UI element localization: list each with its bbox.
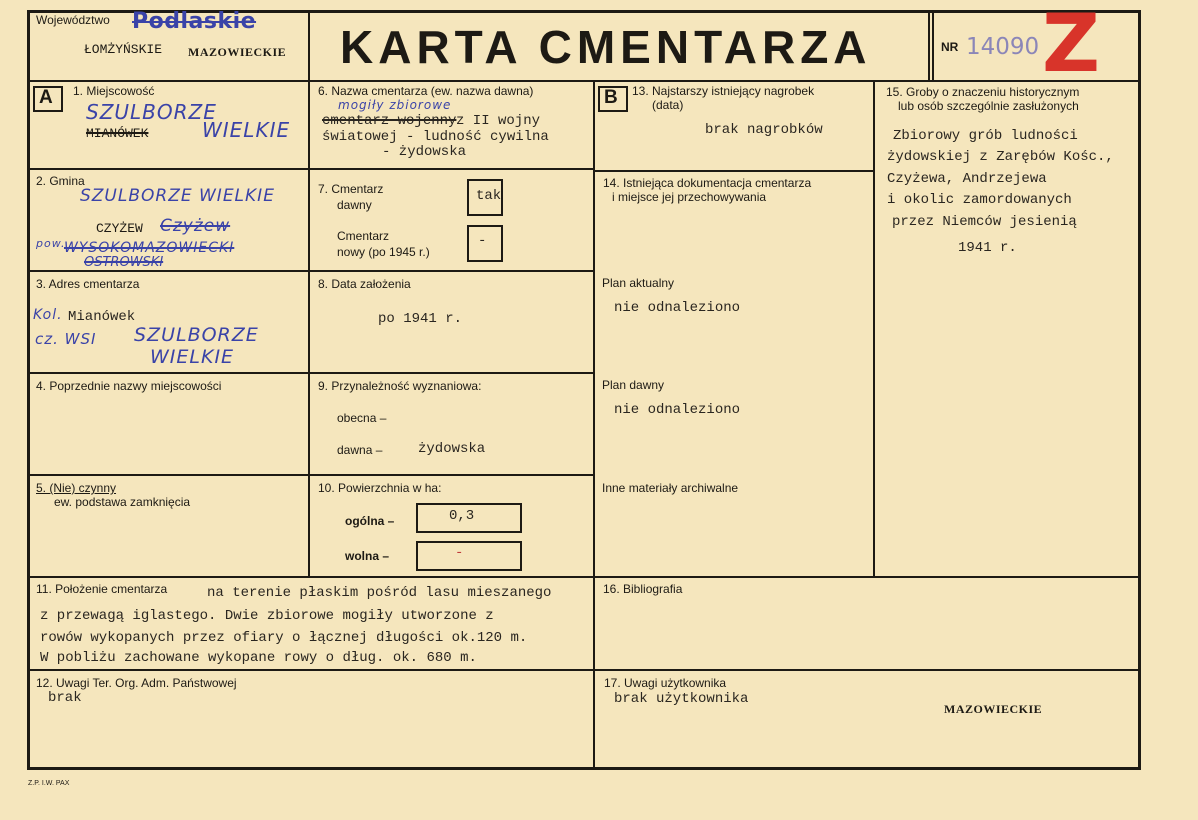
z-mark: Z	[1042, 0, 1101, 90]
field-10-ogolna-value: 0,3	[449, 508, 475, 524]
field-2-handwritten-2: WYSOKOMAZOWIECKI	[64, 240, 235, 256]
field-3-typed: Mianówek	[68, 309, 136, 325]
field-7-nowy-value: -	[478, 233, 487, 249]
voivodeship-stamp: MAZOWIECKIE	[188, 45, 287, 59]
field-6-line-1a: cmentarz wojenny	[322, 113, 457, 129]
header-divider	[27, 80, 1141, 82]
field-14-label-2: i miejsce jej przechowywania	[612, 190, 767, 204]
field-13-value: brak nagrobków	[705, 122, 823, 138]
field-11-line-4: W pobliżu zachowane wykopane rowy o dług. ok. 680 m.	[40, 650, 477, 666]
printer-imprint: Z.P. I.W. PAX	[28, 780, 70, 787]
section-a-letter: A	[39, 87, 53, 108]
field-6-line-3: - żydowska	[382, 144, 467, 160]
field-9-label: 9. Przynależność wyznaniowa:	[318, 379, 482, 393]
field-3-handwritten-1: SZULBORZE	[134, 324, 259, 346]
field-15-line-4: i okolic zamordowanych	[887, 192, 1072, 208]
field-10-wolna-box	[416, 541, 522, 571]
row-line-b1	[593, 170, 875, 172]
voivodeship-old-value: Podlaskie	[132, 9, 257, 34]
field-12-value: brak	[48, 690, 82, 706]
field-9-obecna-label: obecna –	[337, 411, 387, 425]
field-11-line-3: rowów wykopanych przez ofiary o łącznej długości ok.120 m.	[40, 630, 528, 646]
field-6-line-1b: z II wojny	[456, 113, 541, 129]
frame-right	[1138, 10, 1141, 770]
field-2-old-handwritten: Czyżew	[160, 216, 231, 236]
field-12-label: 12. Uwagi Ter. Org. Adm. Państwowej	[36, 676, 237, 690]
field-5-sublabel: ew. podstawa zamknięcia	[54, 495, 191, 509]
field-2-pow-prefix: pow.	[36, 237, 66, 250]
field-8-label: 8. Data założenia	[318, 277, 411, 291]
field-15-line-1: Zbiorowy grób ludności	[893, 128, 1078, 144]
plan-dawny-label: Plan dawny	[602, 378, 665, 392]
field-9-dawna-label: dawna –	[337, 443, 383, 457]
plan-dawny-value: nie odnaleziono	[614, 402, 741, 418]
field-11-line-2: z przewagą iglastego. Dwie zbiorowe mogiły utworzone z	[40, 608, 494, 624]
col-divider-1	[308, 80, 310, 578]
field-17-label: 17. Uwagi użytkownika	[604, 676, 727, 690]
field-7-nowy-label-1: Cmentarz	[337, 229, 390, 243]
field-13-label-1: 13. Najstarszy istniejący nagrobek	[632, 84, 815, 98]
field-6-handwritten: mogiły zbiorowe	[338, 98, 452, 112]
field-11-label: 11. Położenie cmentarza	[36, 582, 168, 596]
section-b-letter: B	[604, 87, 618, 108]
voivodeship-label: Województwo	[36, 13, 110, 27]
field-1-label: 1. Miejscowość	[73, 84, 155, 98]
col-divider-2	[593, 80, 595, 770]
field-10-ogolna-label: ogólna –	[345, 514, 395, 528]
card-title: KARTA CMENTARZA	[340, 21, 872, 73]
row-line-a3	[27, 372, 595, 374]
field-3-label: 3. Adres cmentarza	[36, 277, 140, 291]
field-15-line-6: 1941 r.	[958, 240, 1017, 256]
row-line-a1	[27, 168, 595, 170]
row-line-lower	[27, 669, 1141, 671]
plan-aktualny-value: nie odnaleziono	[614, 300, 741, 316]
inne-materialy-label: Inne materiały archiwalne	[602, 481, 739, 495]
field-16-label: 16. Bibliografia	[603, 582, 683, 596]
field-3-prefix-2: cz. WSI	[35, 330, 97, 348]
field-10-label: 10. Powierzchnia w ha:	[318, 481, 442, 495]
col-divider-3	[873, 80, 875, 578]
field-1-old-value: MIANÓWEK	[86, 126, 149, 141]
field-17-value: brak użytkownika	[614, 691, 749, 707]
field-14-label-1: 14. Istniejąca dokumentacja cmentarza	[603, 176, 812, 190]
field-7-nowy-label-2: nowy (po 1945 r.)	[337, 245, 430, 259]
voivodeship-typed-value: ŁOMŻYŃSKIE	[84, 42, 163, 57]
header-vline-3	[932, 10, 934, 82]
field-13-label-2: (data)	[652, 98, 684, 112]
field-9-dawna-value: żydowska	[418, 441, 486, 457]
field-7-dawny-label-1: 7. Cmentarz	[318, 182, 384, 196]
nr-label: NR	[941, 40, 959, 54]
field-6-label: 6. Nazwa cmentarza (ew. nazwa dawna)	[318, 84, 534, 98]
header-vline-1	[308, 10, 310, 82]
field-2-handwritten-1: SZULBORZE WIELKIE	[80, 186, 275, 206]
field-4-label: 4. Poprzednie nazwy miejscowości	[36, 379, 222, 393]
plan-aktualny-label: Plan aktualny	[602, 276, 675, 290]
frame-left	[27, 10, 30, 770]
field-8-value: po 1941 r.	[378, 311, 463, 327]
field-1-handwritten-2: WIELKIE	[202, 118, 291, 142]
field-15-line-2: żydowskiej z Zarębów Kośc.,	[887, 149, 1114, 165]
field-17-stamp: MAZOWIECKIE	[944, 702, 1043, 716]
field-7-dawny-value: tak	[476, 188, 502, 204]
row-line-a4	[27, 474, 595, 476]
field-2-label: 2. Gmina	[36, 174, 85, 188]
field-15-line-3: Czyżewa, Andrzejewa	[887, 171, 1047, 187]
nr-value: 14090	[966, 34, 1040, 60]
field-5-label: 5. (Nie) czynny	[36, 481, 117, 495]
field-2-typed: CZYŻEW	[96, 221, 143, 236]
row-line-a2	[27, 270, 595, 272]
field-15-line-5: przez Niemców jesienią	[892, 214, 1077, 230]
field-15-label-1: 15. Groby o znaczeniu historycznym	[886, 85, 1080, 99]
field-7-dawny-label-2: dawny	[337, 198, 372, 212]
field-1-handwritten-1: SZULBORZE	[86, 100, 217, 124]
field-2-old-value-2: OSTROWSKI	[84, 255, 164, 270]
row-line-main	[27, 576, 1141, 578]
field-3-prefix-1: Kol.	[33, 307, 63, 323]
field-10-wolna-label: wolna –	[345, 549, 390, 563]
field-3-handwritten-2: WIELKIE	[150, 346, 235, 368]
field-6-line-2: światowej - ludność cywilna	[322, 129, 549, 145]
frame-bottom	[27, 767, 1141, 770]
field-11-line-1: na terenie płaskim pośród lasu mieszanego	[207, 585, 552, 601]
header-vline-2	[928, 10, 930, 82]
field-15-label-2: lub osób szczególnie zasłużonych	[898, 99, 1079, 113]
field-10-wolna-value: -	[455, 545, 464, 561]
